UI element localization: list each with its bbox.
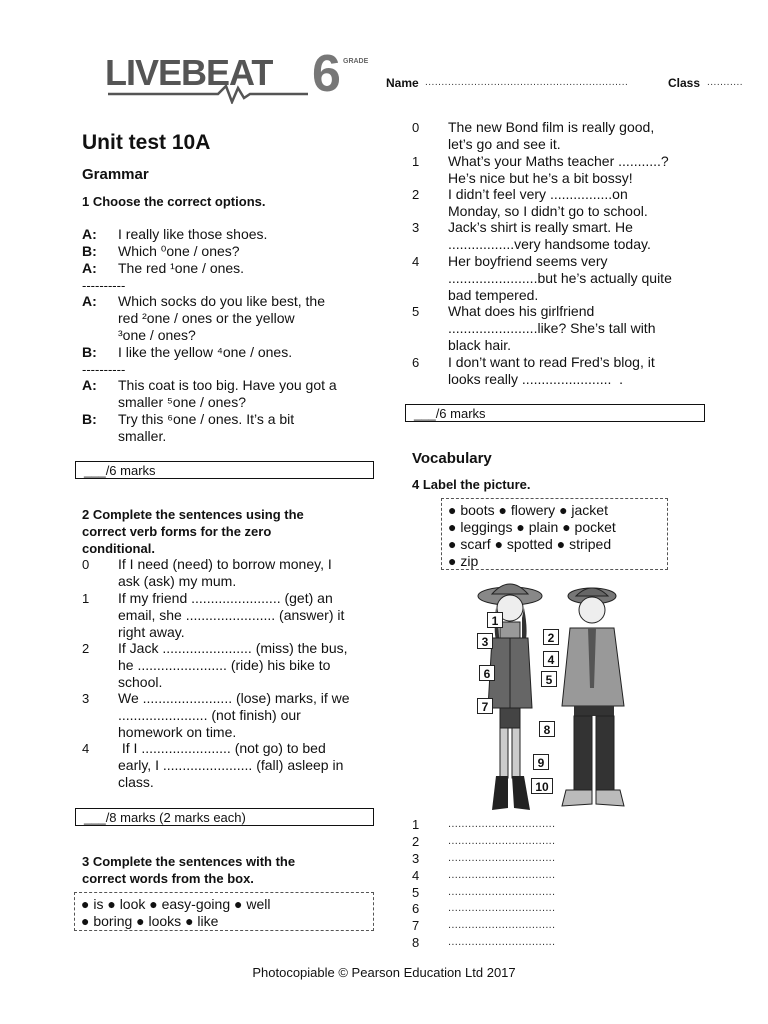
logo-text: LIVEBEAT: [105, 52, 273, 93]
answer-number: 7: [412, 918, 420, 933]
item-number: 3: [412, 220, 420, 235]
item-line[interactable]: email, she ....................... (answer) it: [118, 607, 345, 623]
dialogue-line: Which ⁰one / ones?: [118, 243, 240, 259]
class-label: Class: [668, 76, 701, 90]
word-box-line: ● leggings ● plain ● pocket: [448, 519, 616, 535]
item-number: 0: [412, 120, 420, 135]
answer-line[interactable]: ................................: [448, 936, 556, 948]
ex3-instruction-2: correct words from the box.: [82, 871, 254, 886]
ex3-marks-box[interactable]: ___/6 marks: [405, 404, 705, 422]
item-number: 1: [412, 154, 420, 169]
picture-label-3: 3: [477, 633, 493, 649]
picture-label-8: 8: [539, 721, 555, 737]
speaker: A:: [82, 226, 97, 242]
speaker: B:: [82, 243, 97, 259]
dialogue-line: Which socks do you like best, the: [118, 293, 325, 309]
item-line: What does his girlfriend: [448, 303, 595, 319]
class-field[interactable]: ...........: [707, 77, 744, 88]
item-number: 2: [412, 187, 420, 202]
item-line[interactable]: .......................like? She’s tall with: [448, 320, 656, 336]
item-line: Jack’s shirt is really smart. He: [448, 219, 633, 235]
item-line: bad tempered.: [448, 287, 539, 303]
ex2-marks-box[interactable]: ___/8 marks (2 marks each): [75, 808, 374, 826]
speaker: A:: [82, 260, 97, 276]
answer-line[interactable]: ................................: [448, 835, 556, 847]
item-line: If I need (need) to borrow money, I: [118, 556, 332, 572]
dialogue-line: I like the yellow ⁴one / ones.: [118, 344, 293, 360]
dialogue-line: Try this ⁶one / ones. It’s a bit: [118, 411, 295, 427]
answer-line[interactable]: ................................: [448, 919, 556, 931]
item-number: 2: [82, 641, 90, 656]
separator: ----------: [82, 362, 126, 377]
ex1-instruction: 1 Choose the correct options.: [82, 194, 266, 209]
picture-label-9: 9: [533, 754, 549, 770]
item-number: 4: [82, 741, 90, 756]
item-line: ask (ask) my mum.: [118, 573, 237, 589]
picture-label-4: 4: [543, 651, 559, 667]
speaker: A:: [82, 377, 97, 393]
speaker: B:: [82, 344, 97, 360]
item-line[interactable]: We ....................... (lose) marks, if we: [118, 690, 350, 706]
answer-line[interactable]: ................................: [448, 902, 556, 914]
item-line: class.: [118, 774, 154, 790]
page-title: Unit test 10A: [82, 131, 211, 154]
item-number: 4: [412, 254, 420, 269]
answer-number: 5: [412, 885, 420, 900]
answer-number: 1: [412, 817, 420, 832]
item-line: I don’t want to read Fred’s blog, it: [448, 354, 655, 370]
item-number: 0: [82, 557, 90, 572]
word-box-line: ● scarf ● spotted ● striped: [448, 536, 612, 552]
item-line[interactable]: .......................but he’s actually quite: [448, 270, 672, 286]
ex2-instruction-2: correct verb forms for the zero: [82, 524, 272, 539]
ex2-instruction-1: 2 Complete the sentences using the: [82, 507, 304, 522]
dialogue-line: smaller.: [118, 428, 167, 444]
ex2-instruction-3: conditional.: [82, 541, 155, 556]
ex3-instruction-1: 3 Complete the sentences with the: [82, 854, 296, 869]
answer-number: 8: [412, 935, 420, 950]
name-field[interactable]: ..............................................................: [425, 77, 629, 88]
speaker: B:: [82, 411, 97, 427]
word-box-line: ● boring ● looks ● like: [81, 913, 219, 929]
dialogue-line: ³one / ones?: [118, 327, 196, 343]
ex1-marks-box[interactable]: ___/6 marks: [75, 461, 374, 479]
dialogue-line: The red ¹one / ones.: [118, 260, 245, 276]
item-line: let’s go and see it.: [448, 136, 561, 152]
answer-line[interactable]: ................................: [448, 886, 556, 898]
item-line[interactable]: If my friend ....................... (get) an: [118, 590, 333, 606]
item-line[interactable]: If Jack ....................... (miss) the bus,: [118, 640, 348, 656]
answer-number: 3: [412, 851, 420, 866]
answer-number: 6: [412, 901, 420, 916]
picture-label-2: 2: [543, 629, 559, 645]
item-line[interactable]: he ....................... (ride) his bike to: [118, 657, 331, 673]
separator: ----------: [82, 278, 126, 293]
answer-line[interactable]: ................................: [448, 818, 556, 830]
answer-number: 2: [412, 834, 420, 849]
item-line[interactable]: If I ....................... (not go) to bed: [118, 740, 326, 756]
grammar-heading: Grammar: [82, 166, 149, 183]
item-line: He’s nice but he’s a bit bossy!: [448, 170, 633, 186]
item-number: 6: [412, 355, 420, 370]
picture-label-6: 6: [479, 665, 495, 681]
footer-copyright: Photocopiable © Pearson Education Ltd 2017: [252, 965, 516, 980]
item-number: 3: [82, 691, 90, 706]
vocabulary-heading: Vocabulary: [412, 450, 492, 467]
answer-line[interactable]: ................................: [448, 869, 556, 881]
word-box-line: ● is ● look ● easy-going ● well: [81, 896, 271, 912]
ex3-word-box: [74, 892, 374, 931]
speaker: A:: [82, 293, 97, 309]
item-line[interactable]: looks really ....................... .: [448, 371, 624, 387]
dialogue-line: smaller ⁵one / ones?: [118, 394, 246, 410]
heartbeat-line-icon: [108, 84, 308, 104]
ex4-word-box: [441, 498, 668, 570]
picture-label-7: 7: [477, 698, 493, 714]
dialogue-line: red ²one / ones or the yellow: [118, 310, 295, 326]
answer-line[interactable]: ................................: [448, 852, 556, 864]
item-line[interactable]: ....................... (not finish) our: [118, 707, 301, 723]
item-line[interactable]: .................very handsome today.: [448, 236, 651, 252]
item-line: Her boyfriend seems very: [448, 253, 608, 269]
item-line: black hair.: [448, 337, 512, 353]
picture-label-1: 1: [487, 612, 503, 628]
item-line: homework on time.: [118, 724, 237, 740]
dialogue-line: This coat is too big. Have you got a: [118, 377, 337, 393]
answer-number: 4: [412, 868, 420, 883]
item-number: 5: [412, 304, 420, 319]
word-box-line: ● zip: [448, 553, 479, 569]
name-label: Name: [386, 76, 419, 90]
grade-label: GRADE: [343, 58, 369, 65]
item-line[interactable]: early, I ....................... (fall) asleep in: [118, 757, 344, 773]
dialogue-line: I really like those shoes.: [118, 226, 268, 242]
grade-number: 6: [312, 45, 341, 103]
item-line[interactable]: I didn’t feel very ................on: [448, 186, 628, 202]
item-line[interactable]: What’s your Maths teacher ...........?: [448, 153, 669, 169]
ex4-instruction: 4 Label the picture.: [412, 477, 531, 492]
item-line: right away.: [118, 624, 185, 640]
item-line: Monday, so I didn’t go to school.: [448, 203, 648, 219]
picture-label-5: 5: [541, 671, 557, 687]
word-box-line: ● boots ● flowery ● jacket: [448, 502, 608, 518]
item-number: 1: [82, 591, 90, 606]
item-line: The new Bond film is really good,: [448, 119, 655, 135]
picture-label-10: 10: [531, 778, 553, 794]
item-line: school.: [118, 674, 163, 690]
